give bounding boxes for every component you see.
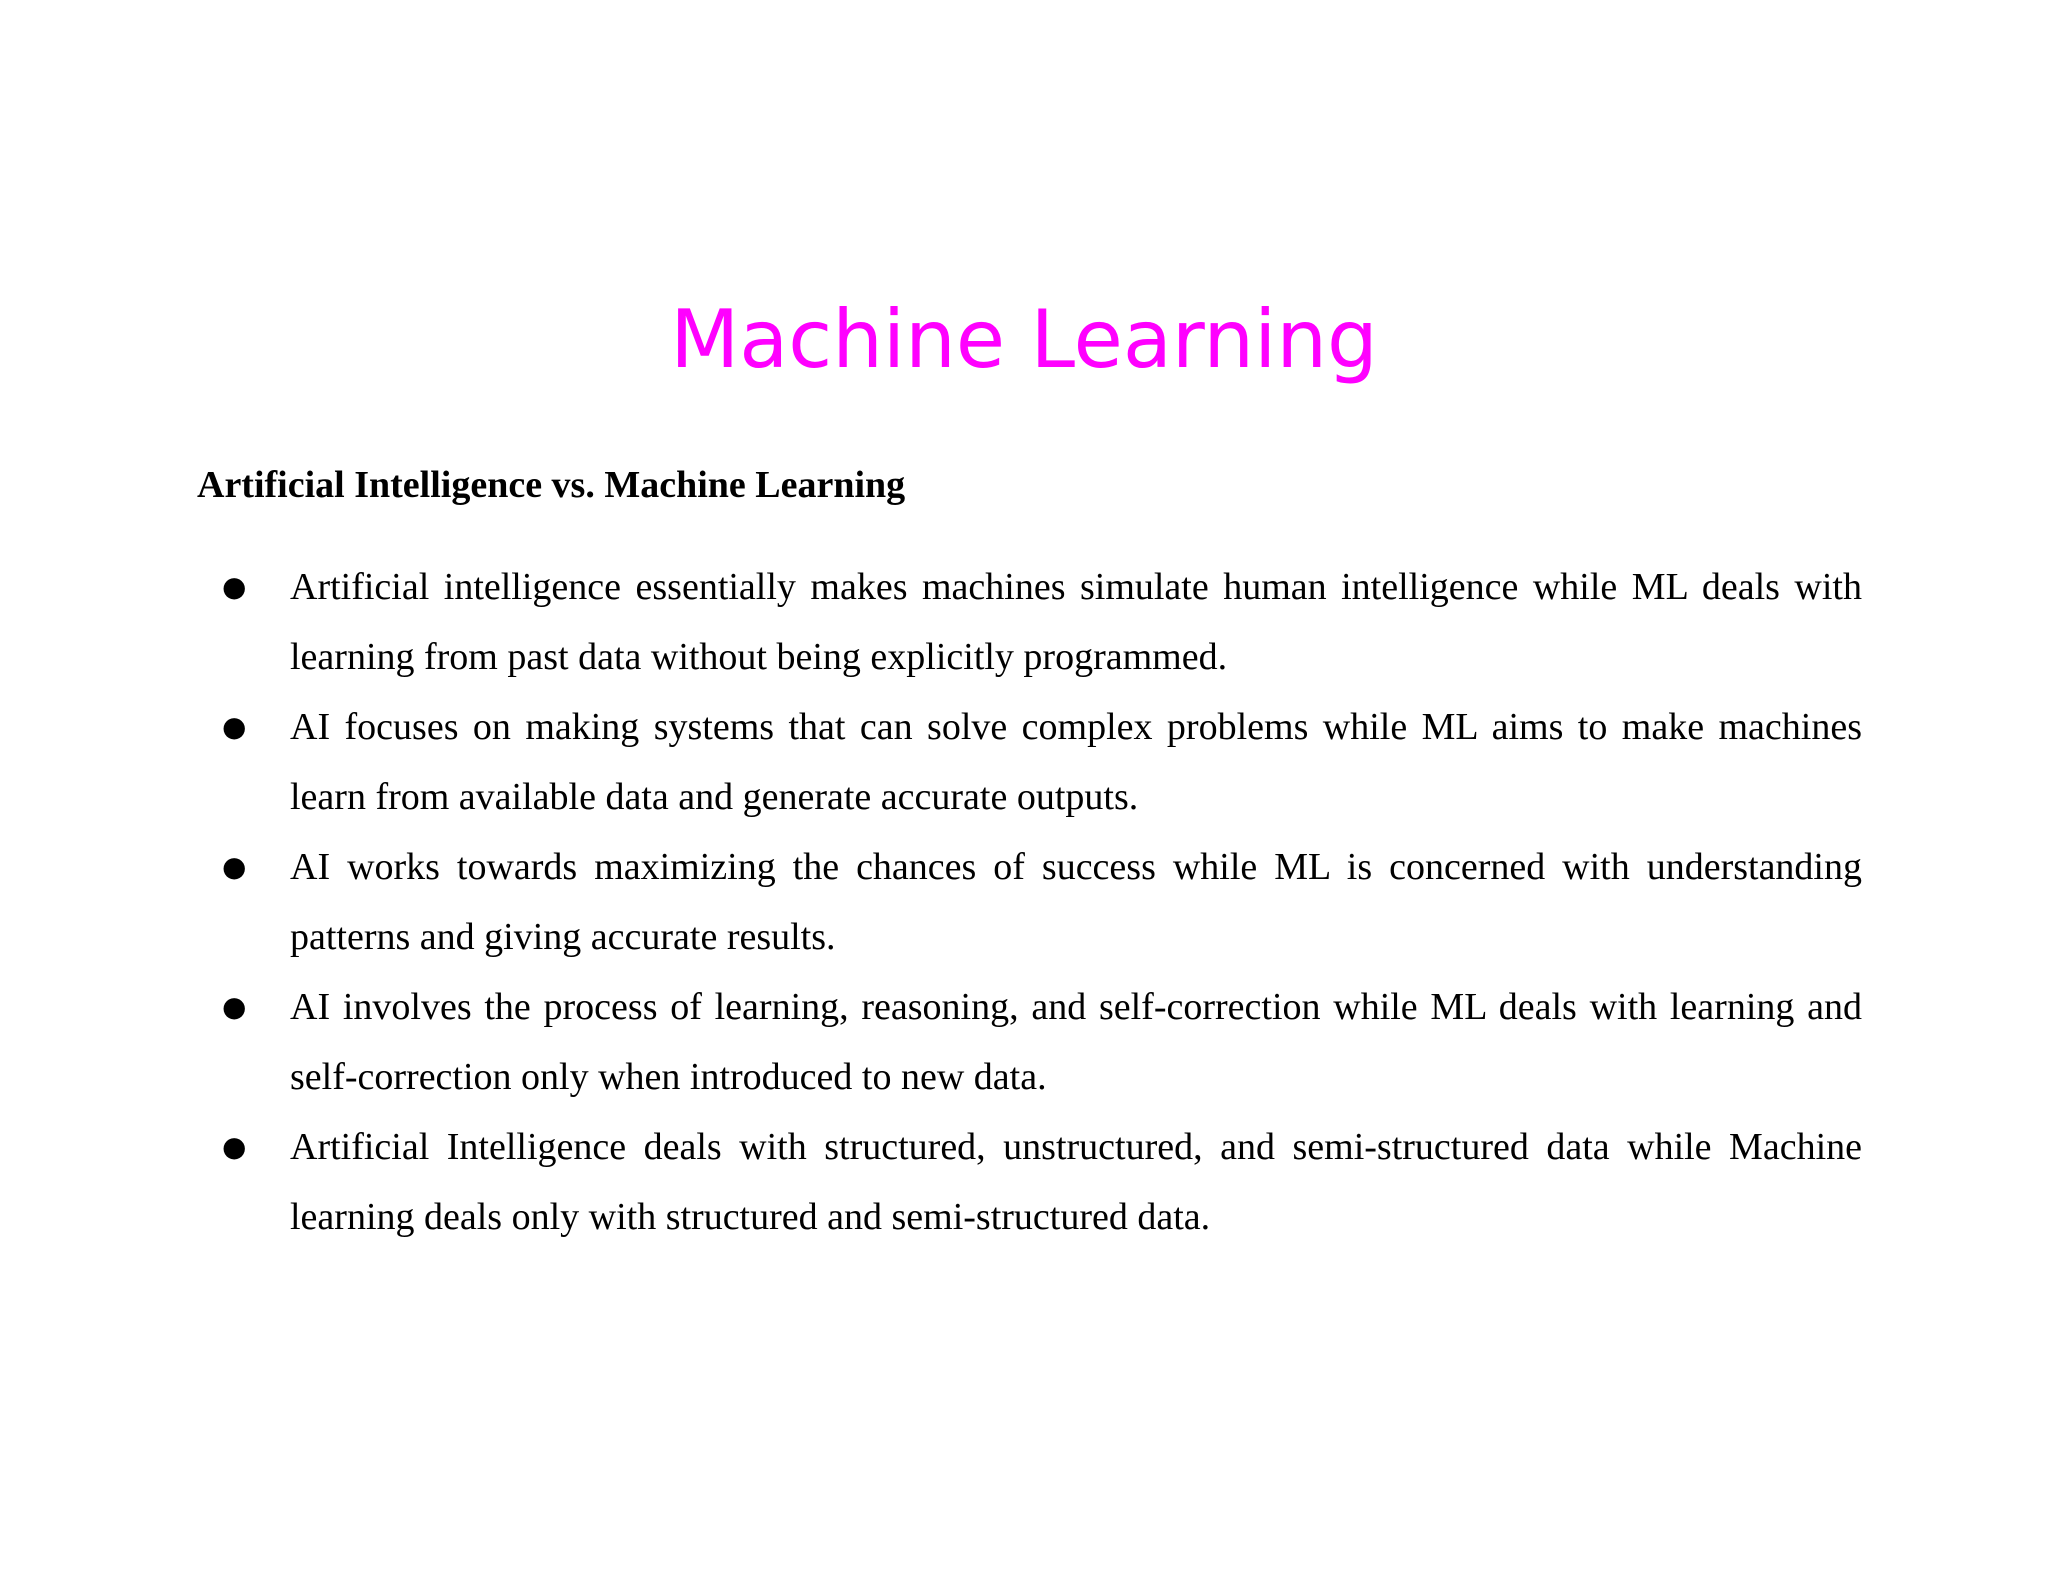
list-item [222,972,1862,1112]
list-item [222,1112,1862,1252]
bullet-dot-icon: ● [222,1130,247,1163]
bullet-dot-icon: ● [222,570,247,603]
list-item-text: Artificial intelligence essentially makes machines simulate human intelligence while ML deals with learning from past data without being explicitly programmed. [290,566,1862,678]
bullet-dot-icon: ● [222,850,247,883]
list-item-text: AI involves the process of learning, reasoning, and self-correction while ML deals with learning and self-correction only when introduced to new data. [290,986,1862,1098]
list-item-text: AI works towards maximizing the chances of success while ML is concerned with understanding patterns and giving accurate results. [290,846,1862,958]
list-item [222,692,1862,832]
page-title: Machine Learning [670,293,1378,386]
list-item [222,552,1862,692]
bullet-dot-icon: ● [222,710,247,743]
section-heading: Artificial Intelligence vs. Machine Learning [197,464,906,506]
list-item [222,832,1862,972]
bullet-dot-icon: ● [222,990,247,1023]
list-item-text: AI focuses on making systems that can solve complex problems while ML aims to make machines learn from available data and generate accurate outputs. [290,706,1862,818]
list-item-text: Artificial Intelligence deals with structured, unstructured, and semi-structured data while Machine learning deals only with structured and semi-structured data. [290,1126,1862,1238]
bullet-list [222,552,1862,1252]
